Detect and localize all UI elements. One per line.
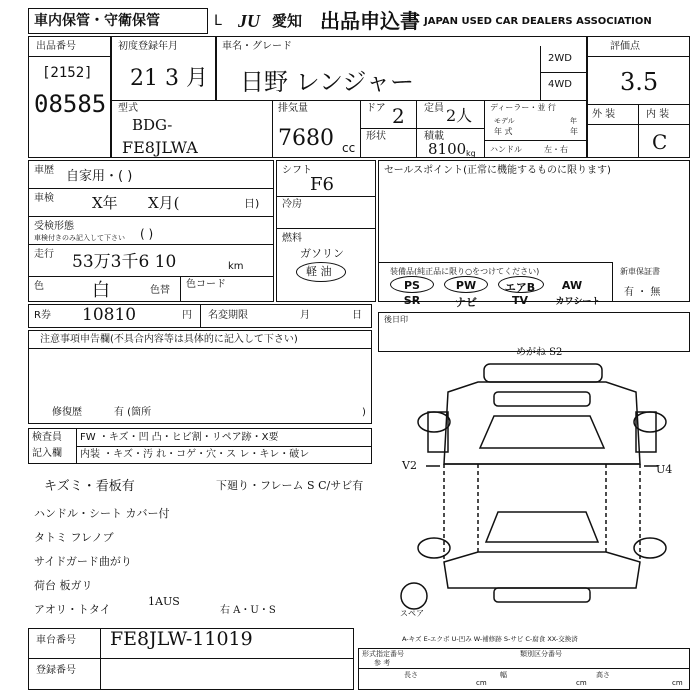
r-ticket-value: 10810 [82, 305, 137, 325]
equip-navi: ナビ [455, 296, 477, 309]
hw-note-3: ハンドル・シート カバー付 [34, 507, 170, 520]
interior-label: 内 装 [646, 109, 670, 120]
hw-note-7: アオリ・トタイ [34, 603, 111, 616]
type-value-1: BDG- [132, 116, 173, 134]
history-value: 自家用・( ) [66, 169, 133, 184]
inspection-year: X年 [92, 194, 118, 212]
equip-ps: PS [404, 279, 420, 292]
post-seal-box [378, 312, 690, 352]
equip-seat: カワシート [555, 297, 601, 307]
diagram-right-mark: U4 [656, 463, 673, 476]
recycle-value: 有 ・ 無 [624, 287, 661, 298]
notes-label: 注意事項申告欄(不具合内容等は具体的に記入して下さい) [40, 334, 298, 345]
receipt-label: 受検形態 [34, 221, 74, 232]
recycle-label: 新車保証書 [620, 267, 660, 276]
hw-note-2: 下廻り・フレーム S C/サビ有 [216, 479, 364, 492]
equip-aw: AW [561, 279, 583, 292]
load-label: 積載 [424, 131, 444, 142]
dealer-label: ディーラー・並 行 [490, 103, 556, 112]
inspector-row-2: 内装 ・キズ・汚 れ・コゲ・穴・ス レ・キレ・破レ [80, 449, 310, 460]
lot-label: 出品番号 [36, 41, 76, 52]
inspection-day: 日) [244, 197, 260, 210]
org-name: 愛知 [272, 12, 303, 30]
ju-logo: JU [238, 11, 260, 31]
shift-value: F6 [310, 174, 334, 195]
name-change-day: 日 [352, 310, 362, 321]
receipt-value: ( ) [140, 227, 154, 241]
load-value: 8100 [428, 140, 467, 158]
doors-value: 2 [392, 104, 405, 128]
shape-label: 形状 [366, 131, 386, 142]
repair-value: 有 (箇所 [114, 407, 152, 418]
repair-close: ) [362, 407, 366, 418]
diagram-left-mark: V2 [402, 459, 417, 472]
equip-sr: SR [403, 294, 421, 307]
exterior-label: 外 装 [592, 109, 616, 120]
fuel-gasoline: ガソリン [300, 247, 344, 260]
storage-label: 車内保管・守衛保管 [34, 13, 160, 29]
chassis-value: FE8JLW-11019 [110, 628, 253, 650]
hw-note-1: キズミ・看板有 [44, 479, 135, 494]
grade-label: 評価点 [610, 41, 640, 52]
type-value-2: FE8JLWA [122, 138, 198, 157]
displacement-label: 排気量 [278, 103, 308, 114]
displacement-value: 7680 [278, 126, 334, 151]
load-unit: kg [466, 149, 476, 158]
handle-value: 左・右 [544, 145, 568, 154]
equip-ps-circle [390, 276, 434, 293]
grade-value: 3.5 [620, 68, 659, 96]
capacity-label: 定員 [424, 103, 444, 114]
english-title: JAPAN USED CAR DEALERS ASSOCIATION [424, 16, 652, 27]
inspector-label-2: 記入欄 [32, 448, 62, 459]
length-label: 長さ [404, 671, 418, 679]
diagram-legend: A-キズ E-エクボ U-凹み W-補修跡 S-サビ C-腐食 XX-交換済 [402, 635, 578, 643]
type-label: 型式 [118, 103, 138, 114]
form-title: 出品申込書 [320, 9, 420, 33]
color-change-label: 色替 [150, 285, 170, 296]
inspection-label: 車検 [34, 193, 54, 204]
ref-label: 参 考 [374, 659, 391, 667]
vehicle-diagram [378, 352, 690, 652]
capacity-value: 2人 [446, 106, 473, 125]
handle-label: ハンドル [490, 145, 522, 154]
chassis-label: 車台番号 [36, 635, 76, 646]
receipt-note: 車検付きのみ記入して下さい [34, 234, 125, 242]
inspection-month: X月( [148, 194, 180, 212]
class-number-label: 類別区分番号 [520, 650, 562, 658]
hw-note-9: 右 A・U・S [220, 605, 276, 616]
color-value: 白 [92, 280, 110, 301]
hw-note-4: タトミ フレノブ [34, 531, 114, 544]
mileage-value: 53万3千6 10 [72, 252, 177, 272]
color-label: 色 [34, 281, 44, 292]
equip-airbag: エアB [504, 281, 536, 294]
doors-label: ドア [366, 103, 386, 114]
height-unit: cm [672, 679, 683, 687]
storage-mark: L [214, 13, 222, 29]
drive-2wd: 2WD [548, 53, 572, 64]
model-value: 日野 レンジャー [240, 68, 414, 96]
hw-note-5: サイドガード曲がり [34, 555, 132, 568]
year-unit: 年 [570, 127, 578, 136]
cooling-label: 冷房 [282, 199, 302, 210]
history-label: 車歴 [34, 165, 54, 176]
dealer-model-unit: 年 [570, 117, 577, 125]
r-ticket-label: R券 [34, 310, 51, 321]
exterior-value: C [652, 130, 668, 154]
shift-label: シフト [282, 165, 312, 176]
r-ticket-unit: 円 [182, 310, 192, 321]
registration-label: 初度登録年月 [118, 41, 178, 52]
equip-tv: TV [511, 294, 529, 307]
mileage-label: 走行 [34, 249, 54, 260]
dealer-model-label: モデル [494, 117, 515, 125]
reg-number-label: 登録番号 [36, 665, 76, 676]
displacement-unit: cc [342, 141, 356, 155]
name-change-month: 月 [300, 310, 310, 321]
post-seal-label: 後日印 [384, 315, 408, 324]
sales-point-label: セールスポイント(正常に機能するものに限ります) [384, 165, 611, 176]
equip-pw-circle [444, 276, 488, 293]
registration-value: 21 3 月 [130, 66, 208, 91]
height-label: 高さ [596, 671, 610, 679]
drive-4wd: 4WD [548, 79, 572, 90]
fuel-diesel: 軽 油 [306, 265, 332, 278]
hw-note-6: 荷台 板ガリ [34, 579, 93, 592]
model-label: 車名・グレード [222, 41, 292, 52]
width-unit: cm [576, 679, 587, 687]
equip-airbag-circle [498, 276, 544, 293]
inspector-label-1: 検査員 [32, 432, 62, 443]
mileage-unit: km [228, 261, 244, 272]
equipment-label: 装備品(純正品に限り○をつけてください) [390, 267, 540, 276]
year-label: 年 式 [494, 127, 513, 136]
fuel-label: 燃料 [282, 233, 302, 244]
form-number-label: 形式指定番号 [362, 650, 404, 658]
lot-number: 08585 [34, 90, 107, 118]
inspector-row-1: FW ・キズ・凹 凸・ヒビ割・リペア跡・X要 [80, 432, 279, 443]
repair-label: 修復歴 [52, 407, 82, 418]
equip-pw: PW [455, 279, 477, 292]
length-unit: cm [476, 679, 487, 687]
name-change-label: 名変期限 [208, 310, 248, 321]
spare-label: スペア [400, 609, 424, 618]
color-code-label: 色コード [186, 279, 226, 290]
hw-note-8: 1AUS [148, 595, 180, 608]
diagram-top-note: めがね S2 [516, 347, 563, 358]
lot-bracket: [2152] [42, 65, 93, 81]
width-label: 幅 [500, 671, 507, 679]
